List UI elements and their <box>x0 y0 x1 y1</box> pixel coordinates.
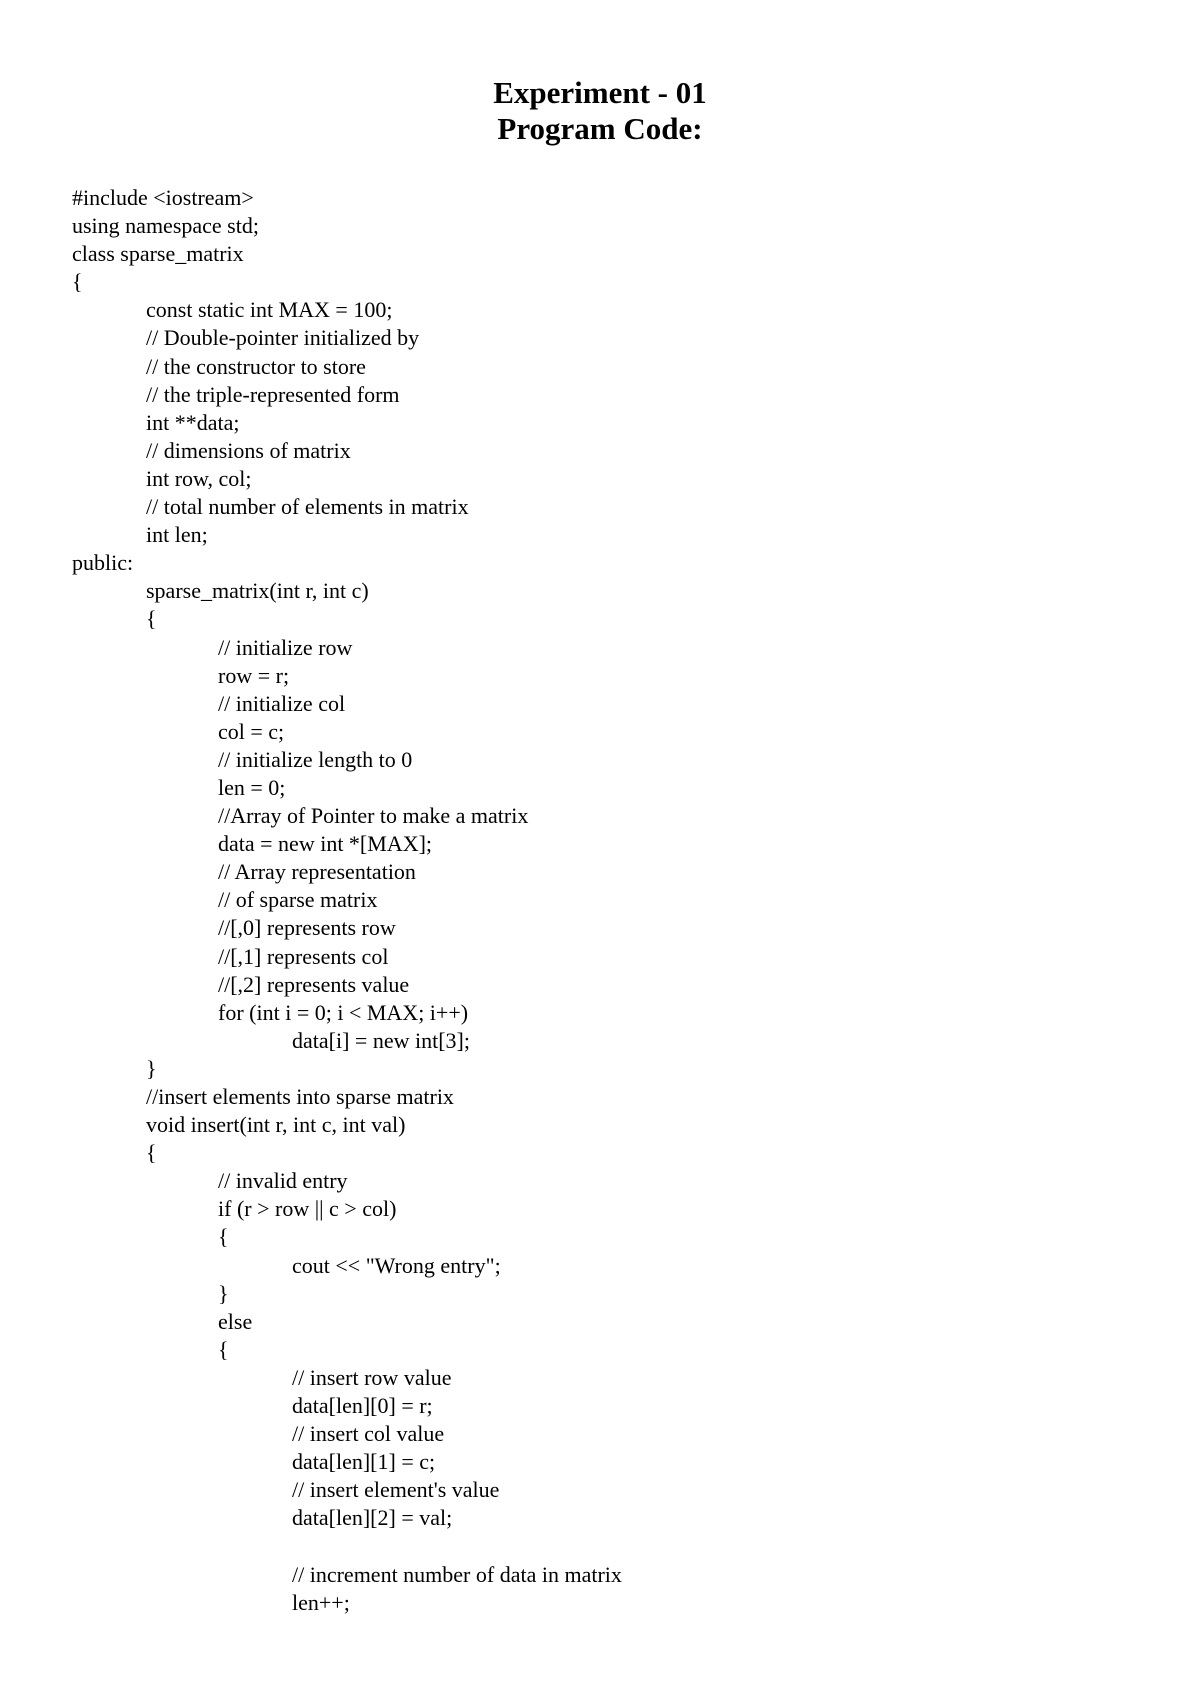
code-line: //insert elements into sparse matrix <box>146 1084 454 1109</box>
code-line: // initialize col <box>218 690 346 716</box>
code-line: { <box>218 1224 229 1250</box>
document-subtitle: Program Code: <box>497 111 703 146</box>
code-line: //[,0] represents row <box>218 915 396 941</box>
code-line: // initialize row <box>218 634 353 660</box>
code-line: // initialize length to 0 <box>218 746 413 772</box>
code-line: public: <box>72 550 134 576</box>
code-line: int row, col; <box>146 465 252 491</box>
code-line: class sparse_matrix <box>72 241 244 267</box>
code-block <box>72 184 1152 1617</box>
code-line <box>72 1533 1152 1561</box>
code-line: // dimensions of matrix <box>146 437 351 463</box>
code-line: // Array representation <box>218 859 416 885</box>
code-line: for (int i = 0; i < MAX; i++) <box>218 999 469 1025</box>
code-line: len++; <box>292 1589 350 1615</box>
code-line: cout << "Wrong entry"; <box>292 1252 501 1278</box>
code-line: { <box>218 1336 229 1362</box>
code-line: // insert col value <box>292 1421 445 1447</box>
code-line: // insert row value <box>292 1364 452 1390</box>
code-line: using namespace std; <box>72 213 259 239</box>
code-line: void insert(int r, int c, int val) <box>146 1112 406 1138</box>
code-line: //Array of Pointer to make a matrix <box>218 803 529 829</box>
code-line: sparse_matrix(int r, int c) <box>146 578 369 604</box>
code-line: data[len][1] = c; <box>292 1449 436 1475</box>
code-line: //[,2] represents value <box>218 971 410 997</box>
code-line: else <box>218 1308 253 1334</box>
code-line: // Double-pointer initialized by <box>146 325 420 351</box>
code-line: // increment number of data in matrix <box>292 1561 622 1587</box>
code-line: row = r; <box>218 662 290 688</box>
code-line: // of sparse matrix <box>218 887 378 913</box>
code-line: len = 0; <box>218 774 286 800</box>
code-line: { <box>146 1140 157 1166</box>
code-line: { <box>72 269 83 295</box>
code-line: //[,1] represents col <box>218 943 389 969</box>
document-title: Experiment - 01 <box>493 75 707 110</box>
code-line: data[len][0] = r; <box>292 1393 433 1419</box>
code-line: { <box>146 606 157 632</box>
code-line: // the constructor to store <box>146 353 366 379</box>
code-line: col = c; <box>218 718 285 744</box>
code-line: } <box>218 1280 229 1306</box>
code-line: // invalid entry <box>218 1168 348 1194</box>
code-line: data[len][2] = val; <box>292 1505 453 1531</box>
code-line: // insert element's value <box>292 1477 500 1503</box>
code-line: int len; <box>146 522 208 548</box>
code-line: } <box>146 1055 157 1081</box>
code-line: if (r > row || c > col) <box>218 1196 397 1222</box>
code-line: int **data; <box>146 409 240 435</box>
code-line: data = new int *[MAX]; <box>218 831 433 857</box>
code-line: data[i] = new int[3]; <box>292 1027 470 1053</box>
code-line: // total number of elements in matrix <box>146 494 469 520</box>
code-line: const static int MAX = 100; <box>146 297 393 323</box>
code-line: // the triple-represented form <box>146 381 400 407</box>
code-line: #include <iostream> <box>72 185 254 210</box>
